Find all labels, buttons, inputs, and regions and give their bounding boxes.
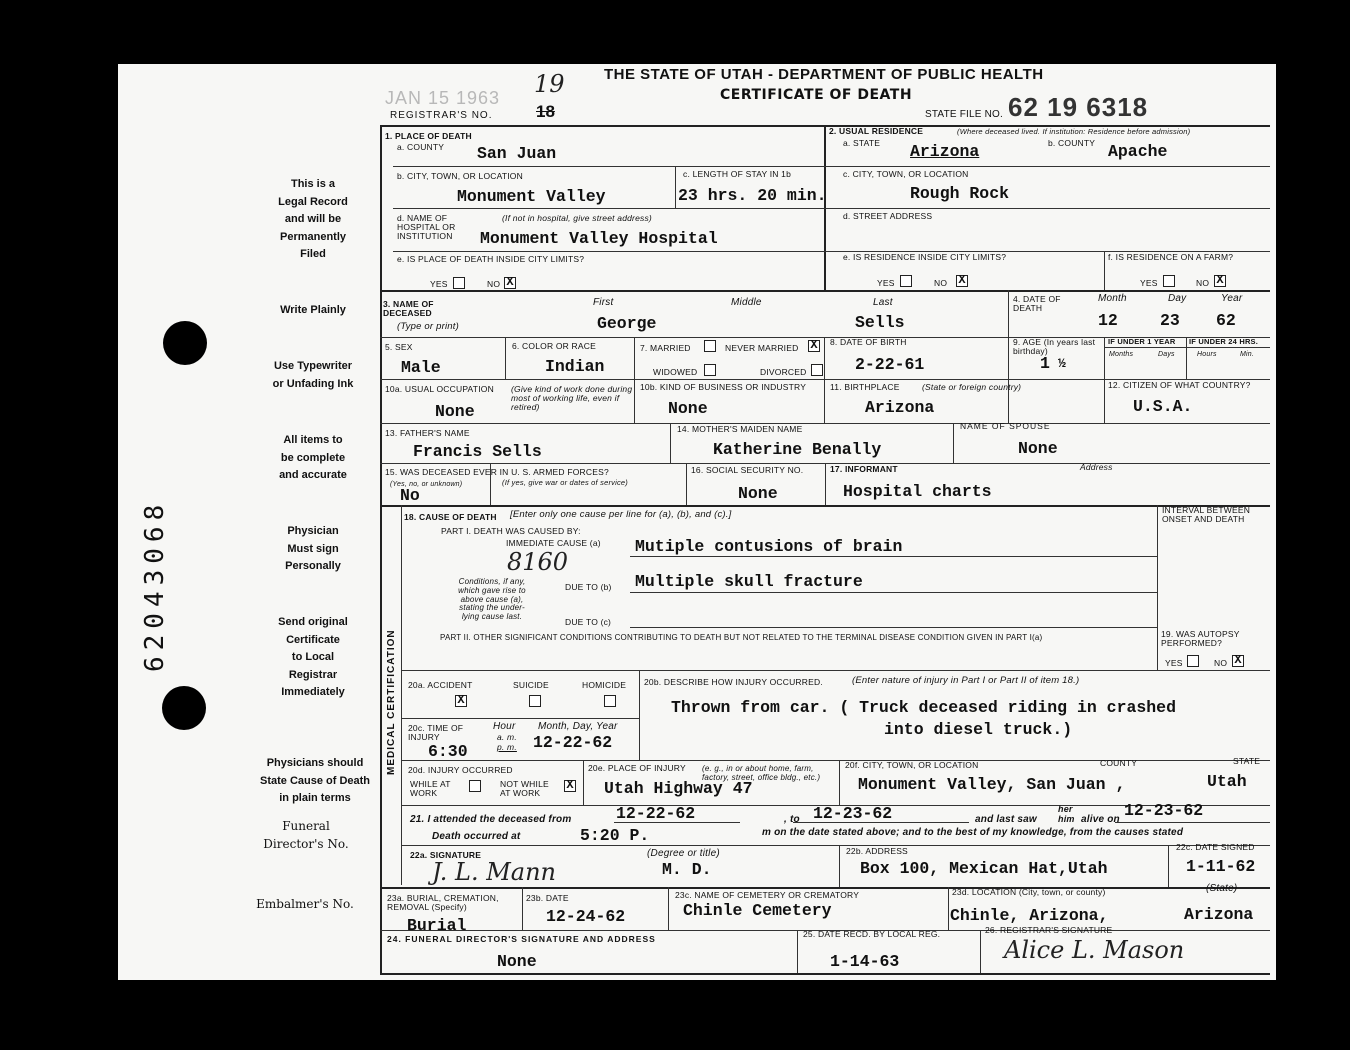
death-inside-city-yes-checkbox[interactable] [453, 277, 465, 289]
burial-location: Chinle, Arizona, [950, 906, 1109, 925]
registrar-signature: Alice L. Mason [1004, 936, 1185, 964]
side-embalmer: Embalmer's No. [256, 897, 354, 911]
injury-state-label: STATE [1233, 756, 1261, 766]
married-checkbox[interactable] [704, 340, 716, 352]
registrar-no: 18 [536, 102, 555, 121]
degree: M. D. [662, 860, 712, 879]
social-security: None [738, 484, 778, 503]
death-occurred-time: 5:20 P. [580, 826, 650, 845]
attended-to: 12-23-62 [813, 804, 893, 823]
injury-time: 6:30 [428, 742, 468, 761]
death-day: 23 [1160, 311, 1180, 330]
res-inside-city-label: e. IS RESIDENCE INSIDE CITY LIMITS? [843, 252, 1007, 262]
res-county-label: b. COUNTY [1048, 138, 1096, 148]
divorced-checkbox[interactable] [811, 364, 823, 376]
hospital-note: (If not in hospital, give street address) [502, 213, 652, 223]
county-label: a. COUNTY [397, 142, 445, 152]
res-state: Arizona [910, 142, 980, 161]
side-typewriter: Use Typewriter or Unfading Ink [272, 360, 354, 390]
hospital-label: d. NAME OF HOSPITAL OR INSTITUTION [397, 213, 456, 241]
occurred-suffix: m on the date stated above; and to the best of my knowledge, from the causes stated [762, 827, 1184, 838]
day-label: Day [1168, 293, 1187, 304]
inside-city-label: e. IS PLACE OF DEATH INSIDE CITY LIMITS? [397, 254, 585, 264]
days-label: Days [1158, 351, 1175, 358]
burial-state: Arizona [1184, 905, 1254, 924]
sex-label: 5. SEX [385, 342, 413, 352]
stay-label: c. LENGTH OF STAY IN 1b [683, 169, 792, 179]
sig-address-label: 22b. ADDRESS [846, 846, 908, 856]
farm-label: f. IS RESIDENCE ON A FARM? [1108, 252, 1234, 262]
father-label: 13. FATHER'S NAME [385, 428, 470, 438]
farm-no-checkbox[interactable]: X [1214, 275, 1226, 287]
injury-description-2: into diesel truck.) [884, 720, 1073, 739]
homicide-label: HOMICIDE [582, 680, 627, 690]
death-inside-city-no-checkbox[interactable]: X [504, 277, 516, 289]
injury-occurred-label: 20d. INJURY OCCURRED [408, 765, 513, 775]
yes-label: YES [1140, 278, 1158, 288]
part2-label: PART II. OTHER SIGNIFICANT CONDITIONS CONTRIBUTING TO DEATH BUT NOT RELATED TO THE TERMINAL DISEASE CONDITION GIVEN IN PART I(a) [440, 633, 1043, 642]
race-label: 6. COLOR OR RACE [512, 341, 596, 351]
informant: Hospital charts [843, 482, 992, 501]
attended-label: 21. I attended the deceased from [410, 814, 572, 825]
place-of-injury-label: 20e. PLACE OF INJURY [588, 763, 686, 773]
length-of-stay: 23 hrs. 20 min. [678, 186, 827, 205]
residence-label: 2. USUAL RESIDENCE [829, 126, 924, 136]
conditions-note: Conditions, if any, which gave rise to above cause (a), stating the under- lying cause last. [458, 577, 526, 622]
suicide-label: SUICIDE [513, 680, 549, 690]
age-label: 9. AGE (In years last birthday) [1013, 337, 1096, 356]
date-received: 1-14-63 [830, 952, 900, 971]
location-state-label: (State) [1206, 883, 1238, 894]
res-city: Rough Rock [910, 184, 1010, 203]
months-label: Months [1109, 351, 1134, 358]
mother-name: Katherine Benally [713, 440, 882, 459]
mdy-label: Month, Day, Year [538, 721, 618, 732]
punch-hole [162, 686, 206, 730]
residence-note: (Where deceased lived. If institution: Residence before admission) [957, 127, 1191, 136]
never-married-checkbox[interactable]: X [808, 340, 820, 352]
cemetery-label: 23c. NAME OF CEMETERY OR CREMATORY [675, 890, 860, 900]
side-physician-sign: Physician Must sign Personally [285, 525, 341, 572]
her-label: her [1058, 804, 1073, 814]
describe-label: 20b. DESCRIBE HOW INJURY OCCURRED. [644, 677, 823, 687]
place-of-death-label: 1. PLACE OF DEATH [385, 131, 472, 141]
last-name: Sells [855, 313, 905, 332]
registrar-no-handwritten: 19 [534, 70, 565, 98]
interval-label: INTERVAL BETWEEN ONSET AND DEATH [1162, 505, 1251, 524]
burial-date: 12-24-62 [546, 907, 626, 926]
funeral-label: 24. FUNERAL DIRECTOR'S SIGNATURE AND ADDRESS [387, 934, 656, 944]
disposition-label: 23a. BURIAL, CREMATION, REMOVAL (Specify) [387, 893, 499, 912]
no-label: NO [934, 278, 948, 288]
accident-checkbox[interactable]: X [455, 695, 467, 707]
cause-label: 18. CAUSE OF DEATH [404, 512, 497, 522]
homicide-checkbox[interactable] [604, 695, 616, 707]
pm-label: p. m. [497, 742, 517, 752]
age-fraction: ½ [1058, 356, 1066, 371]
occupation-label: 10a. USUAL OCCUPATION [385, 384, 494, 394]
last-seen-date: 12-23-62 [1124, 801, 1204, 820]
res-city-label: c. CITY, TOWN, OR LOCATION [843, 169, 969, 179]
widowed-checkbox[interactable] [704, 364, 716, 376]
disposition: Burial [407, 916, 467, 935]
side-items-complete: All items to be complete and accurate [279, 434, 347, 481]
spouse-name: None [1018, 439, 1058, 458]
first-label: First [593, 297, 614, 308]
registrar-label: REGISTRAR'S NO. [390, 110, 493, 121]
farm-yes-checkbox[interactable] [1163, 275, 1175, 287]
state-file-label: STATE FILE NO. [925, 109, 1003, 120]
year-label: Year [1221, 293, 1243, 304]
cause-note: [Enter only one cause per line for (a), (b), and (c).] [510, 509, 732, 520]
to-label: , to [784, 814, 800, 825]
autopsy-label: 19. WAS AUTOPSY PERFORMED? [1161, 629, 1240, 648]
describe-note: (Enter nature of injury in Part I or Part II of item 18.) [852, 675, 1080, 686]
citizen-label: 12. CITIZEN OF WHAT COUNTRY? [1108, 380, 1251, 390]
injury-city: Monument Valley, San Juan , [858, 775, 1126, 794]
race: Indian [545, 357, 605, 376]
yes-label: YES [1165, 658, 1183, 668]
under-year-label: IF UNDER 1 YEAR [1108, 337, 1176, 346]
not-while-at-work-checkbox[interactable]: X [564, 780, 576, 792]
time-of-injury-label: 20c. TIME OF INJURY [408, 723, 464, 742]
birthplace-note: (State or foreign country) [922, 382, 1022, 392]
armed-forces: No [400, 486, 420, 505]
occupation-note: (Give kind of work done during most of working life, even if retired) [511, 384, 633, 412]
no-label: NO [1196, 278, 1210, 288]
certificate-title: CERTIFICATE OF DEATH [720, 87, 913, 103]
funeral-director: None [497, 952, 537, 971]
hours-label: Hours [1197, 351, 1217, 358]
business-label: 10b. KIND OF BUSINESS OR INDUSTRY [640, 382, 807, 392]
cemetery: Chinle Cemetery [683, 901, 832, 920]
degree-label: (Degree or title) [647, 848, 720, 859]
res-street-label: d. STREET ADDRESS [843, 211, 933, 221]
place-of-injury: Utah Highway 47 [604, 779, 753, 798]
place-note: (e. g., in or about home, farm, factory, street, office bldg., etc.) [702, 764, 821, 782]
sex: Male [401, 358, 441, 377]
occupation: None [435, 402, 475, 421]
part1-label: PART I. DEATH WAS CAUSED BY: [441, 526, 581, 536]
punch-hole [163, 321, 207, 365]
birth-label: 8. DATE OF BIRTH [830, 337, 907, 347]
divorced-label: DIVORCED [760, 367, 807, 377]
injury-description-1: Thrown from car. ( Truck deceased riding in crashed [671, 698, 1176, 717]
death-occurred-label: Death occurred at [432, 831, 521, 842]
no-label: NO [487, 279, 501, 289]
vertical-number: 62043068 [140, 498, 170, 672]
hour-label: Hour [493, 721, 516, 732]
forces-note-1: (Yes, no, or unknown) [390, 481, 463, 488]
birthplace-label: 11. BIRTHPLACE [830, 382, 900, 392]
death-city: Monument Valley [457, 187, 606, 206]
last-saw-label: and last saw [975, 814, 1037, 825]
while-at-work-label: WHILE AT WORK [410, 779, 451, 798]
him-label: him [1058, 814, 1075, 824]
injury-state: Utah [1207, 772, 1247, 791]
date-signed-label: 22c. DATE SIGNED [1176, 842, 1255, 852]
informant-label: 17. INFORMANT [830, 464, 898, 474]
deceased-name-label: 3. NAME OF DECEASED [383, 299, 434, 318]
side-state-cause: Physicians should State Cause of Death in plain terms [259, 757, 371, 804]
res-county: Apache [1108, 142, 1168, 161]
registrar-sig-label: 26. REGISTRAR'S SIGNATURE [985, 925, 1113, 935]
no-label: NO [1214, 658, 1228, 668]
injury-city-label: 20f. CITY, TOWN, OR LOCATION [845, 760, 979, 770]
death-year: 62 [1216, 311, 1236, 330]
medical-certification-label: MEDICAL CERTIFICATION [386, 629, 397, 775]
injury-date: 12-22-62 [533, 733, 613, 752]
physician-signature: J. L. Mann [432, 858, 557, 886]
date-of-death-label: 4. DATE OF DEATH [1013, 294, 1061, 313]
date-signed: 1-11-62 [1186, 857, 1256, 876]
cause-code-handwritten: 8160 [507, 548, 569, 576]
deceased-name-note: (Type or print) [397, 321, 459, 332]
death-month: 12 [1098, 311, 1118, 330]
physician-address: Box 100, Mexican Hat,Utah [860, 859, 1108, 878]
autopsy-no-checkbox[interactable]: X [1232, 655, 1244, 667]
accident-label: 20a. ACCIDENT [408, 680, 473, 690]
suicide-checkbox[interactable] [529, 695, 541, 707]
married-label: 7. MARRIED [640, 343, 691, 353]
under-day-label: IF UNDER 24 HRS. [1189, 337, 1259, 346]
date-of-birth: 2-22-61 [855, 355, 925, 374]
not-while-at-work-label: NOT WHILE AT WORK [500, 779, 549, 798]
middle-label: Middle [731, 297, 762, 308]
am-label: a. m. [497, 732, 517, 742]
yes-label: YES [430, 279, 448, 289]
never-married-label: NEVER MARRIED [725, 343, 799, 353]
due-to-b-label: DUE TO (b) [565, 582, 612, 592]
location-label: 23d. LOCATION (City, town, or county) [952, 887, 1106, 897]
side-legal-record: This is a Legal Record and will be Permanently Filed [278, 178, 348, 260]
attended-from: 12-22-62 [616, 804, 696, 823]
alive-on-label: alive on [1081, 814, 1120, 825]
side-send-original: Send original Certificate to Local Registrar Immediately [278, 616, 348, 698]
side-funeral-director: Funeral Director's No. [263, 819, 349, 851]
city-label: b. CITY, TOWN, OR LOCATION [397, 171, 523, 181]
res-inside-city-no-checkbox[interactable]: X [956, 275, 968, 287]
autopsy-yes-checkbox[interactable] [1187, 655, 1199, 667]
recd-label: 25. DATE RECD. BY LOCAL REG. [803, 929, 941, 939]
immediate-label: IMMEDIATE CAUSE (a) [506, 538, 601, 548]
forces-label: 15. WAS DECEASED EVER IN U. S. ARMED FORCES? [385, 467, 609, 477]
month-label: Month [1098, 293, 1127, 304]
while-at-work-checkbox[interactable] [469, 780, 481, 792]
side-write-plainly: Write Plainly [280, 304, 346, 316]
min-label: Min. [1240, 351, 1255, 358]
widowed-label: WIDOWED [653, 367, 698, 377]
citizen: U.S.A. [1133, 397, 1193, 416]
birthplace: Arizona [865, 398, 935, 417]
address-label: Address [1080, 462, 1113, 472]
injury-county-label: COUNTY [1100, 758, 1138, 768]
ssn-label: 16. SOCIAL SECURITY NO. [691, 465, 804, 475]
mother-label: 14. MOTHER'S MAIDEN NAME [677, 424, 803, 434]
state-title: THE STATE OF UTAH - DEPARTMENT OF PUBLIC HEALTH [604, 66, 1044, 83]
res-inside-city-yes-checkbox[interactable] [900, 275, 912, 287]
signature-label: 22a. SIGNATURE [410, 850, 482, 860]
last-label: Last [873, 297, 893, 308]
father-name: Francis Sells [413, 442, 542, 461]
spouse-label: NAME OF SPOUSE [960, 421, 1051, 431]
state-file-no: 62 19 6318 [1008, 92, 1149, 122]
forces-note-2: (If yes, give war or dates of service) [502, 478, 628, 487]
hospital-name: Monument Valley Hospital [480, 229, 718, 248]
res-state-label: a. STATE [843, 138, 881, 148]
yes-label: YES [877, 278, 895, 288]
business: None [668, 399, 708, 418]
burial-date-label: 23b. DATE [526, 893, 569, 903]
first-name: George [597, 314, 657, 333]
age-years: 1 [1040, 354, 1050, 373]
due-to-b: Multiple skull fracture [635, 572, 863, 591]
due-to-c-label: DUE TO (c) [565, 617, 612, 627]
date-stamp: JAN 15 1963 [385, 88, 501, 108]
immediate-cause: Mutiple contusions of brain [635, 537, 903, 556]
death-county: San Juan [477, 144, 557, 163]
